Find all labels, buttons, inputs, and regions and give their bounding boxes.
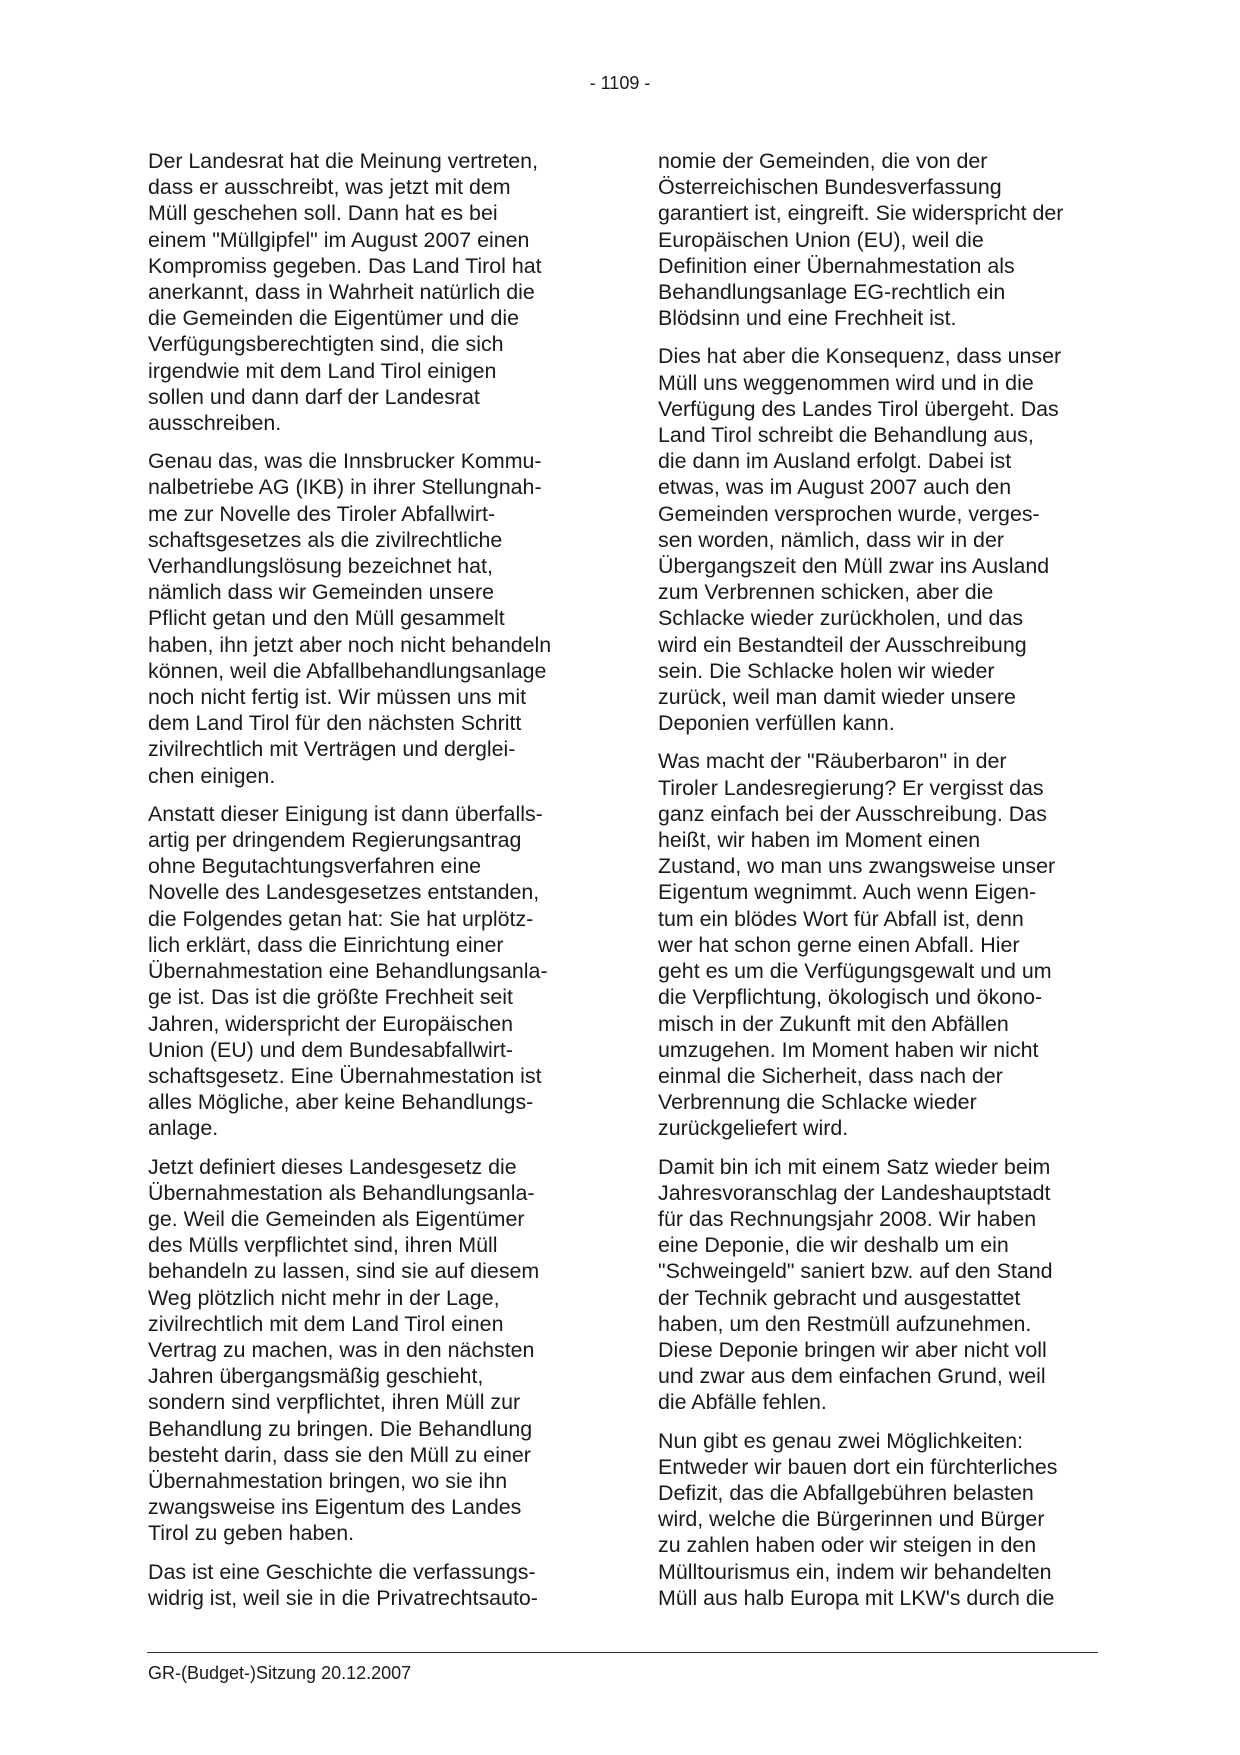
text-line: zivilrechtlich mit Verträgen und derglei- [148, 737, 516, 762]
text-line: Land Tirol schreibt die Behandlung aus, [658, 423, 1034, 448]
text-line: Definition einer Übernahmestation als [658, 253, 1015, 278]
text-line: Dies hat aber die Konsequenz, dass unser [658, 344, 1062, 369]
text-line: und zwar aus dem einfachen Grund, weil [658, 1364, 1046, 1389]
text-line: dem Land Tirol für den nächsten Schritt [148, 711, 522, 736]
text-line: Blödsinn und eine Frechheit ist. [658, 306, 957, 331]
left-column [148, 148, 596, 1623]
text-line: haben, um den Restmüll aufzunehmen. [658, 1311, 1032, 1336]
text-line: haben, ihn jetzt aber noch nicht behandeln [148, 632, 552, 657]
text-line: behandeln zu lassen, sind sie auf diesem [148, 1259, 540, 1284]
text-line: eine Deponie, die wir deshalb um ein [658, 1233, 1009, 1258]
text-line: die Gemeinden die Eigentümer und die [148, 306, 520, 331]
text-line: der Technik gebracht und ausgestattet [658, 1285, 1021, 1310]
right-column [658, 148, 1106, 1623]
text-line: Europäischen Union (EU), weil die [658, 227, 984, 252]
paragraph [658, 343, 1106, 736]
text-line: Österreichischen Bundesverfassung [658, 175, 1002, 200]
text-line: anerkannt, dass in Wahrheit natürlich die [148, 280, 535, 305]
text-line: sen worden, nämlich, dass wir in der [658, 527, 1004, 552]
text-line: können, weil die Abfallbehandlungsanlage [148, 658, 547, 683]
text-line: Übernahmestation eine Behandlungsanla- [148, 959, 548, 984]
text-line: die Folgendes getan hat: Sie hat urplötz- [148, 906, 534, 931]
text-line: Eigentum wegnimmt. Auch wenn Eigen- [658, 880, 1037, 905]
text-line: heißt, wir haben im Moment einen [658, 828, 981, 853]
text-line: Verfügung des Landes Tirol übergeht. Das [658, 396, 1059, 421]
text-line: anlage. [148, 1116, 219, 1141]
text-line: Nun gibt es genau zwei Möglichkeiten: [658, 1428, 1024, 1453]
text-line: des Mülls verpflichtet sind, ihren Müll [148, 1233, 498, 1258]
paragraph [658, 1154, 1106, 1416]
text-line: Müll aus halb Europa mit LKW's durch die [658, 1585, 1055, 1610]
text-line: chen einigen. [148, 763, 276, 788]
text-line: Genau das, was die Innsbrucker Kommu- [148, 449, 542, 474]
text-line: Tirol zu geben haben. [148, 1521, 355, 1546]
footer-divider [147, 1652, 1098, 1653]
text-line: Vertrag zu machen, was in den nächsten [148, 1337, 535, 1362]
text-line: Schlacke wieder zurückholen, und das [658, 606, 1024, 631]
text-line: zu zahlen haben oder wir steigen in den [658, 1533, 1037, 1558]
text-line: Verfügungsberechtigten sind, die sich [148, 332, 504, 357]
text-line: sondern sind verpflichtet, ihren Müll zur [148, 1390, 521, 1415]
text-line: Diese Deponie bringen wir aber nicht voll [658, 1337, 1047, 1362]
text-line: "Schweingeld" saniert bzw. auf den Stand [658, 1259, 1053, 1284]
text-line: alles Mögliche, aber keine Behandlungs- [148, 1090, 534, 1115]
text-line: Novelle des Landesgesetzes entstanden, [148, 880, 540, 905]
text-line: besteht darin, dass sie den Müll zu einer [148, 1442, 531, 1467]
text-line: Jetzt definiert dieses Landesgesetz die [148, 1154, 517, 1179]
text-line: Damit bin ich mit einem Satz wieder beim [658, 1154, 1051, 1179]
text-line: Anstatt dieser Einigung ist dann überfalls- [148, 801, 543, 826]
text-line: noch nicht fertig ist. Wir müssen uns mit [148, 685, 527, 710]
paragraph [148, 1154, 596, 1547]
text-line: misch in der Zukunft mit den Abfällen [658, 1011, 1009, 1036]
text-line: nämlich dass wir Gemeinden unsere [148, 580, 494, 605]
text-line: wer hat schon gerne einen Abfall. Hier [658, 932, 1020, 957]
paragraph [658, 148, 1106, 331]
text-line: tum ein blödes Wort für Abfall ist, denn [658, 906, 1024, 931]
paragraph [148, 448, 596, 789]
text-line: widrig ist, weil sie in die Privatrechtsauto- [148, 1585, 538, 1610]
text-line: Zustand, wo man uns zwangsweise unser [658, 854, 1056, 879]
text-line: Was macht der "Räuberbaron" in der [658, 749, 1007, 774]
text-line: Gemeinden versprochen wurde, verges- [658, 501, 1040, 526]
text-line: ge ist. Das ist die größte Frechheit seit [148, 985, 513, 1010]
text-line: sollen und dann darf der Landesrat [148, 384, 480, 409]
text-line: sein. Die Schlacke holen wir wieder [658, 658, 995, 683]
text-line: Kompromiss gegeben. Das Land Tirol hat [148, 253, 542, 278]
paragraph [148, 1559, 596, 1611]
text-line: einem "Müllgipfel" im August 2007 einen [148, 227, 530, 252]
text-line: ganz einfach bei der Ausschreibung. Das [658, 801, 1047, 826]
text-line: zurück, weil man damit wieder unsere [658, 685, 1016, 710]
text-line: irgendwie mit dem Land Tirol einigen [148, 358, 497, 383]
text-line: Behandlung zu bringen. Die Behandlung [148, 1416, 533, 1441]
text-line: ohne Begutachtungsverfahren eine [148, 854, 481, 879]
text-line: Übergangszeit den Müll zwar ins Ausland [658, 554, 1050, 579]
text-line: ge. Weil die Gemeinden als Eigentümer [148, 1206, 525, 1231]
paragraph [658, 1428, 1106, 1611]
text-line: garantiert ist, eingreift. Sie widerspricht der [658, 201, 1064, 226]
text-line: die dann im Ausland erfolgt. Dabei ist [658, 449, 1012, 474]
text-line: Übernahmestation als Behandlungsanla- [148, 1180, 535, 1205]
text-line: zum Verbrennen schicken, aber die [658, 580, 994, 605]
text-line: Pflicht getan und den Müll gesammelt [148, 606, 505, 631]
text-line: Jahren, widerspricht der Europäischen [148, 1011, 514, 1036]
text-line: me zur Novelle des Tiroler Abfallwirt- [148, 501, 496, 526]
text-line: zivilrechtlich mit dem Land Tirol einen [148, 1311, 504, 1336]
page-number: - 1109 - [589, 73, 651, 93]
text-line: geht es um die Verfügungsgewalt und um [658, 959, 1052, 984]
text-line: nomie der Gemeinden, die von der [658, 149, 988, 173]
text-line: Der Landesrat hat die Meinung vertreten, [148, 149, 539, 173]
text-line: Union (EU) und dem Bundesabfallwirt- [148, 1037, 513, 1062]
text-line: Das ist eine Geschichte die verfassungs- [148, 1559, 536, 1584]
text-line: Verbrennung die Schlacke wieder [658, 1090, 977, 1115]
text-line: artig per dringendem Regierungsantrag [148, 828, 522, 853]
text-line: Tiroler Landesregierung? Er vergisst das [658, 775, 1044, 800]
paragraph [148, 801, 596, 1142]
text-line: Jahren übergangsmäßig geschieht, [148, 1364, 484, 1389]
text-line: etwas, was im August 2007 auch den [658, 475, 1012, 500]
paragraph [658, 748, 1106, 1141]
text-line: Übernahmestation bringen, wo sie ihn [148, 1468, 508, 1493]
text-line: Weg plötzlich nicht mehr in der Lage, [148, 1285, 500, 1310]
text-line: zurückgeliefert wird. [658, 1116, 849, 1141]
text-line: Jahresvoranschlag der Landeshauptstadt [658, 1180, 1051, 1205]
text-line: ausschreiben. [148, 411, 282, 436]
text-line: wird, welche die Bürgerinnen und Bürger [658, 1507, 1045, 1532]
text-line: Defizit, das die Abfallgebühren belasten [658, 1480, 1034, 1505]
text-line: für das Rechnungsjahr 2008. Wir haben [658, 1206, 1037, 1231]
text-line: zwangsweise ins Eigentum des Landes [148, 1495, 522, 1520]
paragraph [148, 148, 596, 436]
text-line: nalbetriebe AG (IKB) in ihrer Stellungnah- [148, 475, 542, 500]
text-line: die Verpflichtung, ökologisch und ökono- [658, 985, 1043, 1010]
text-line: Behandlungsanlage EG-rechtlich ein [658, 280, 1006, 305]
footer-session-label: GR-(Budget-)Sitzung 20.12.2007 [148, 1663, 412, 1683]
text-line: dass er ausschreibt, was jetzt mit dem [148, 175, 511, 200]
text-line: Müll geschehen soll. Dann hat es bei [148, 201, 498, 226]
text-line: die Abfälle fehlen. [658, 1390, 827, 1415]
text-line: Entweder wir bauen dort ein fürchterliches [658, 1454, 1058, 1479]
text-line: Mülltourismus ein, indem wir behandelten [658, 1559, 1052, 1584]
text-line: schaftsgesetz. Eine Übernahmestation ist [148, 1063, 542, 1088]
text-line: Müll uns weggenommen wird und in die [658, 370, 1034, 395]
text-line: lich erklärt, dass die Einrichtung einer [148, 932, 504, 957]
text-line: einmal die Sicherheit, dass nach der [658, 1063, 1003, 1088]
text-line: Verhandlungslösung bezeichnet hat, [148, 554, 493, 579]
text-line: schaftsgesetzes als die zivilrechtliche [148, 527, 503, 552]
text-line: wird ein Bestandteil der Ausschreibung [658, 632, 1027, 657]
text-line: Deponien verfüllen kann. [658, 711, 895, 736]
text-line: umzugehen. Im Moment haben wir nicht [658, 1037, 1039, 1062]
